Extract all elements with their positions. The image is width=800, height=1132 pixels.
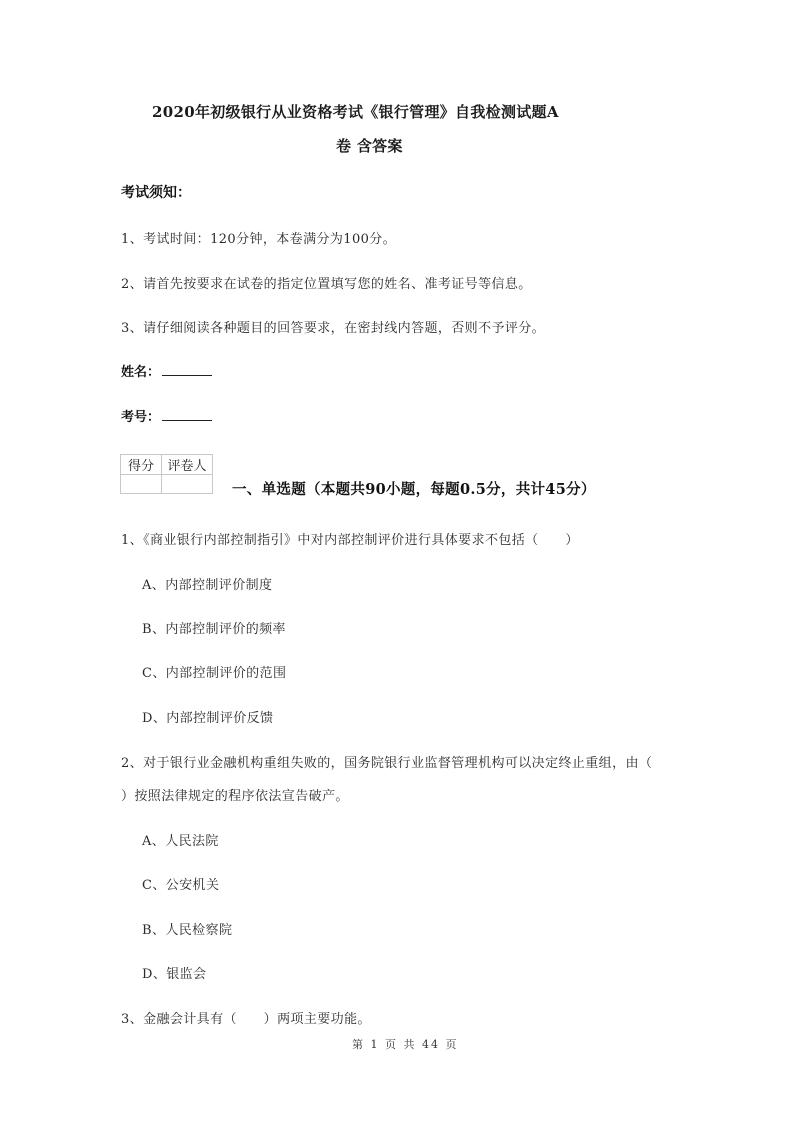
question-option: D、银监会 — [142, 967, 207, 982]
notice-item: 2、请首先按要求在试卷的指定位置填写您的姓名、准考证号等信息。 — [121, 277, 532, 292]
exam-id-blank[interactable] — [162, 408, 212, 421]
notice-item: 1、考试时间：120分钟，本卷满分为100分。 — [121, 232, 397, 247]
name-label: 姓名： — [121, 365, 161, 380]
score-cell[interactable] — [121, 475, 162, 494]
question-option: D、内部控制评价反馈 — [142, 711, 274, 726]
score-header: 得分 — [121, 455, 162, 475]
exam-id-field — [121, 406, 212, 425]
question-option: B、内部控制评价的频率 — [142, 622, 286, 637]
question-option: A、人民法院 — [142, 834, 219, 849]
grader-header: 评卷人 — [162, 455, 213, 475]
grader-cell[interactable] — [162, 475, 213, 494]
question-option: A、内部控制评价制度 — [142, 578, 273, 593]
document-title-line2: 卷 含答案 — [336, 137, 403, 155]
question-stem: 1、《商业银行内部控制指引》中对内部控制评价进行具体要求不包括（ ） — [121, 533, 579, 548]
question-option: C、公安机关 — [142, 878, 220, 893]
question-stem: 2、对于银行业金融机构重组失败的，国务院银行业监督管理机构可以决定终止重组，由（ — [121, 756, 653, 771]
notice-item: 3、请仔细阅读各种题目的回答要求，在密封线内答题，否则不予评分。 — [121, 321, 546, 336]
question-option: B、人民检察院 — [142, 923, 233, 938]
document-title-line1: 2020年初级银行从业资格考试《银行管理》自我检测试题A — [152, 103, 559, 121]
section-title: 一、单选题（本题共90小题，每题0.5分，共计45分） — [232, 481, 596, 498]
score-table — [120, 454, 213, 494]
question-option: C、内部控制评价的范围 — [142, 666, 287, 681]
notice-heading: 考试须知： — [121, 185, 191, 201]
page-footer: 第 1 页 共 44 页 — [352, 1038, 459, 1051]
question-stem-continued: ）按照法律规定的程序依法宣告破产。 — [121, 789, 349, 804]
exam-id-label: 考号： — [121, 410, 161, 425]
name-blank[interactable] — [162, 363, 212, 376]
name-field — [121, 361, 212, 380]
question-stem: 3、金融会计具有（ ）两项主要功能。 — [121, 1012, 371, 1027]
